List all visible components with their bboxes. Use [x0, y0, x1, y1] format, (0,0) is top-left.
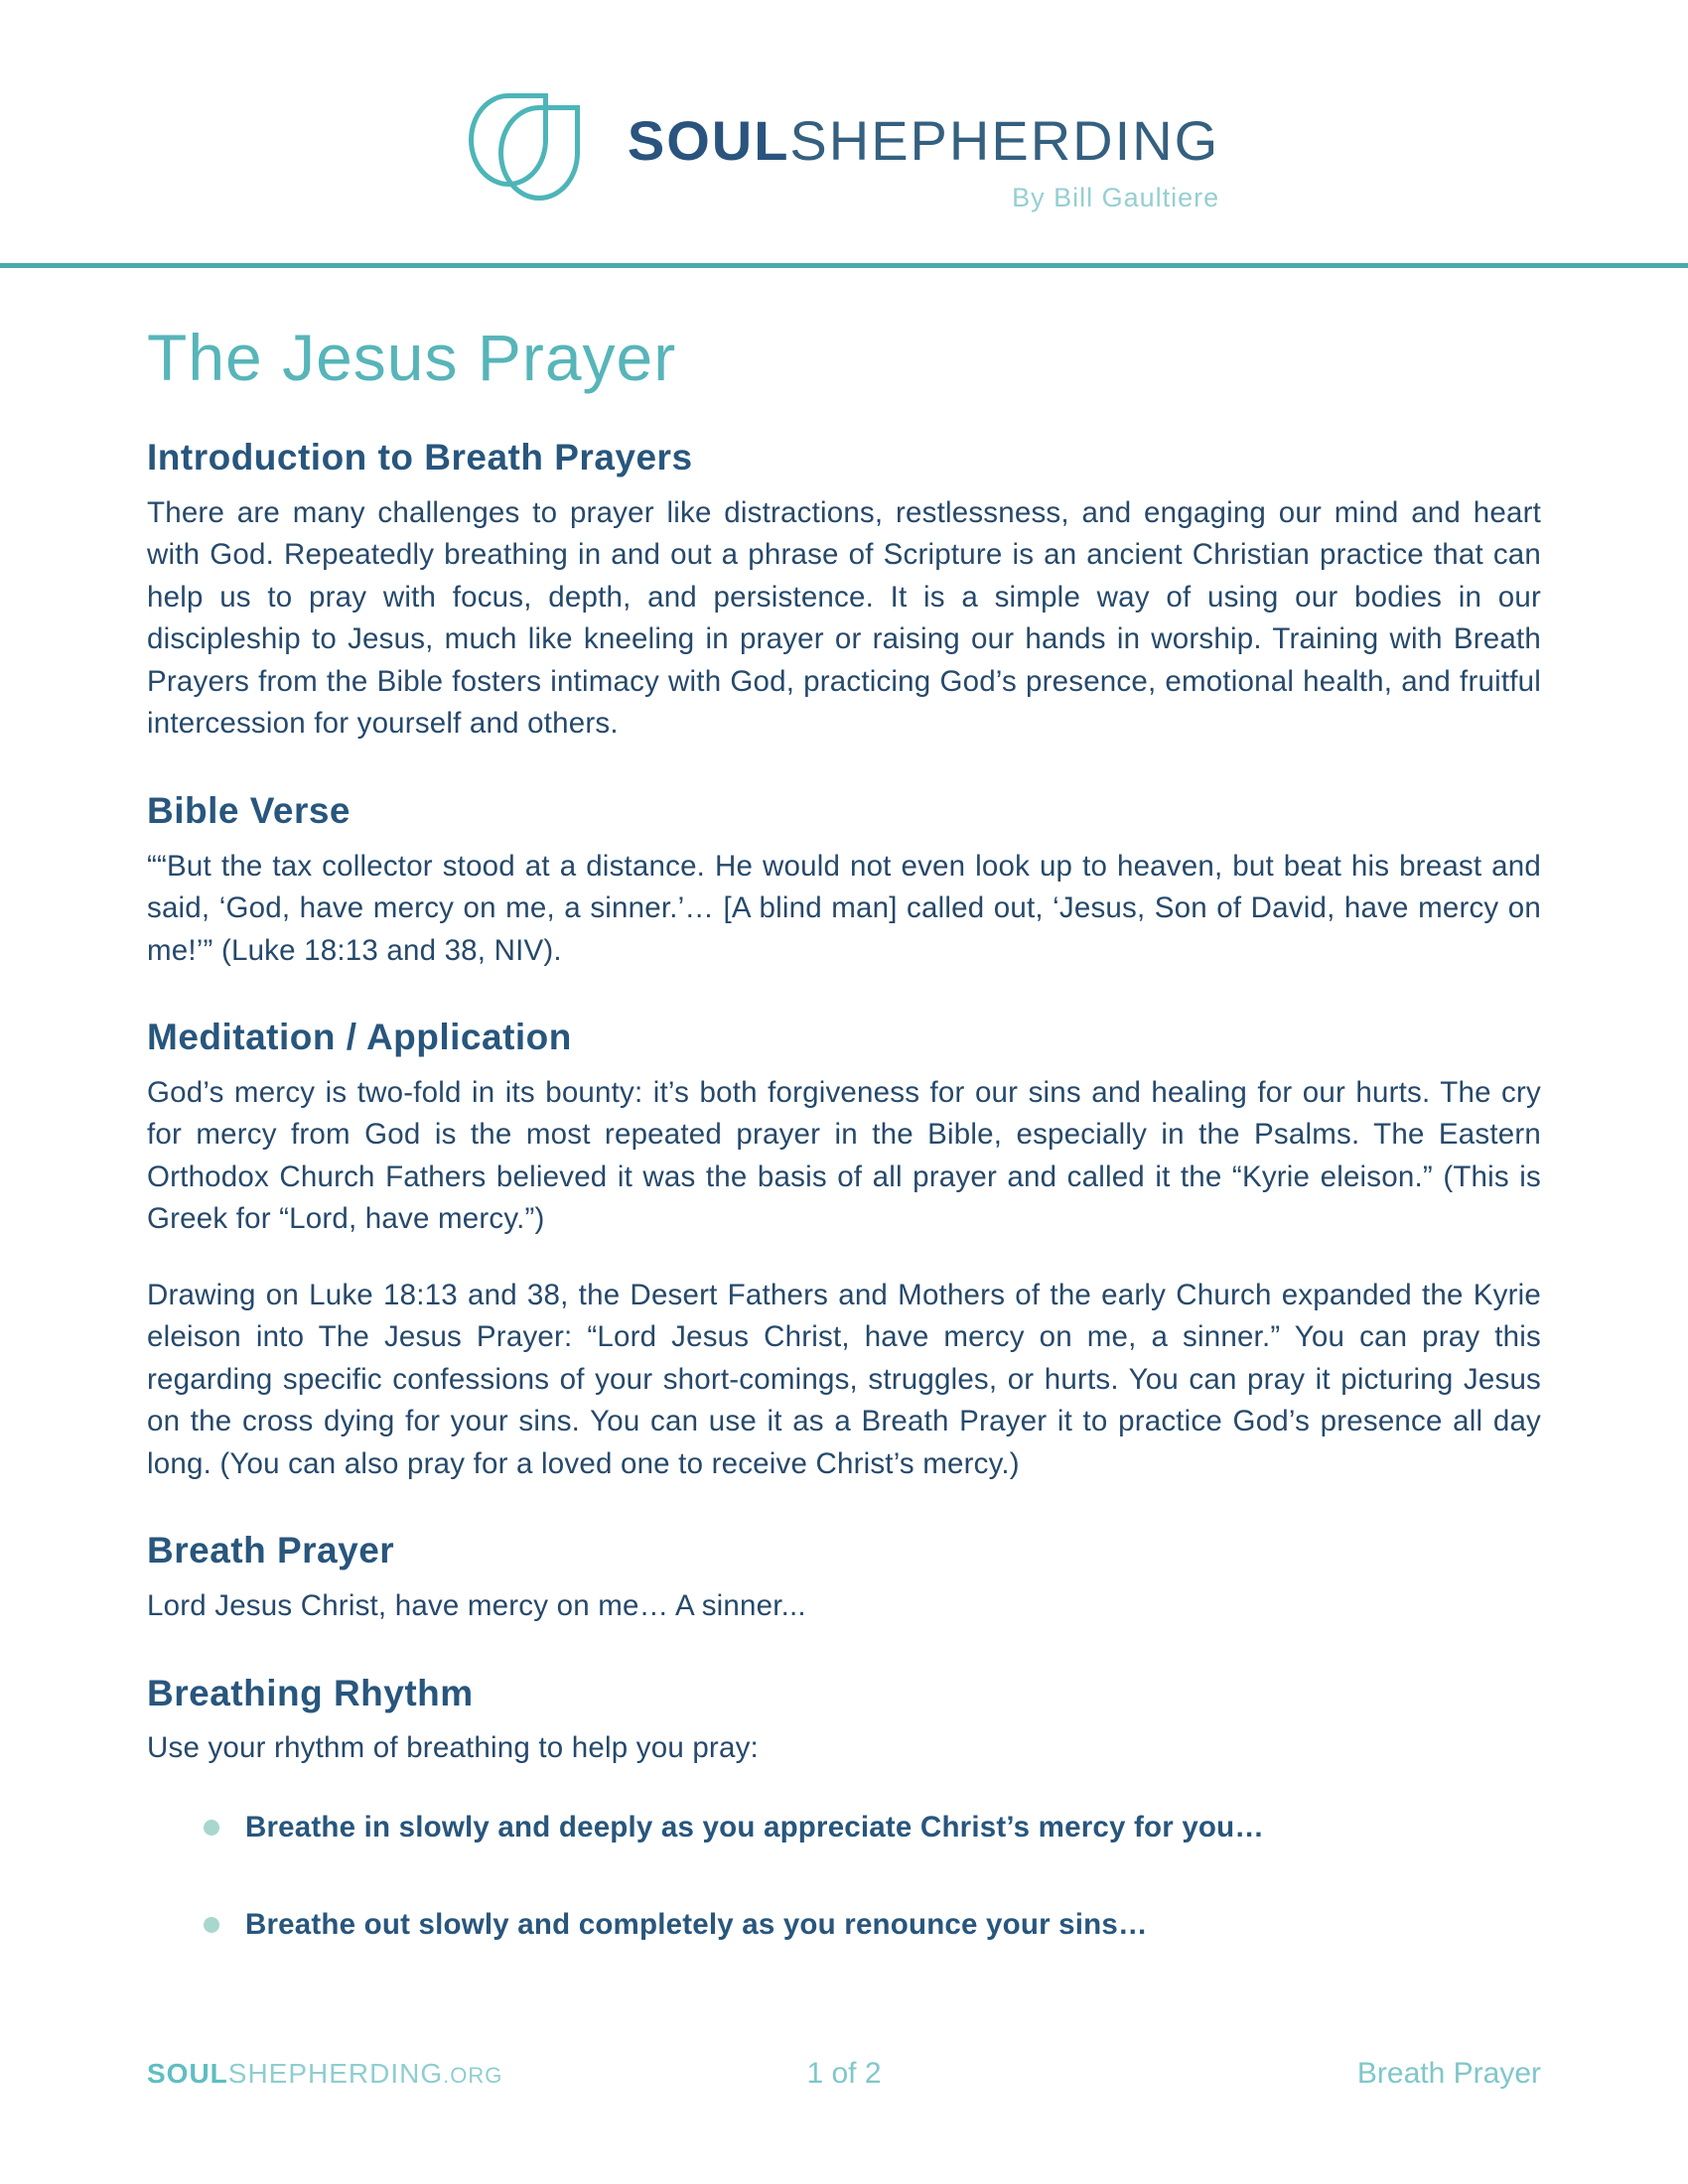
breathing-rhythm-intro: Use your rhythm of breathing to help you pray:	[147, 1731, 759, 1765]
brand-wordmark-shepherding: SHEPHERDING	[789, 109, 1220, 172]
bible-verse-paragraph: ““But the tax collector stood at a distance. He would not even look up to heaven, but beat his breast and said, ‘God, have mercy on me, a sinner.’… [A blind man] called out, ‘Jesus, Son of David, have mercy on me!’” (Luke 18:13 and 38, NIV).	[147, 849, 1541, 967]
footer-site-tld: .ORG	[443, 2063, 503, 2088]
bullet-text-breathe-in: Breathe in slowly and deeply as you appreciate Christ’s mercy for you…	[245, 1810, 1265, 1843]
page-footer	[147, 2057, 1541, 2091]
section-heading-bible-verse: Bible Verse	[147, 789, 352, 831]
page-header	[0, 0, 1688, 268]
bullet-dot-icon	[204, 1917, 219, 1933]
footer-site-shepherding: SHEPHERDING	[227, 2058, 444, 2089]
section-heading-introduction: Introduction to Breath Prayers	[147, 437, 693, 478]
footer-site-soul: SOUL	[147, 2058, 228, 2089]
breathing-rhythm-bullet-list	[147, 1808, 1541, 1945]
introduction-paragraph: There are many challenges to prayer like distractions, restlessness, and engaging our mind and heart with God. Repeatedly breathing in and out a phrase of Scripture is an ancient Christian practice that can help us to pray with focus, depth, and persistence. It is a simple way of using our bodies in our discipleship to Jesus, much like kneeling in prayer or raising our hands in worship. Training with Breath Prayers from the Bible fosters intimacy with God, practicing God’s presence, emotional health, and fruitful intercession for yourself and others.	[147, 495, 1541, 741]
footer-document-title: Breath Prayer	[1356, 2057, 1541, 2090]
list-item	[204, 1905, 1541, 1945]
bullet-text-breathe-out: Breathe out slowly and completely as you renounce your sins…	[245, 1907, 1148, 1941]
header-divider	[0, 263, 1688, 268]
brand-wordmark	[627, 109, 1220, 172]
page-title: The Jesus Prayer	[147, 321, 677, 394]
breath-prayer-paragraph: Lord Jesus Christ, have mercy on me… A sinner...	[147, 1589, 806, 1623]
brand-text	[627, 109, 1220, 213]
footer-site-url	[147, 2058, 612, 2090]
meditation-paragraph-1: God’s mercy is two-fold in its bounty: it’s both forgiveness for our sins and healing for our hurts. The cry for mercy from God is the most repeated prayer in the Bible, especially in the Psalms. The Eastern Orthodox Church Fathers believed it was the basis of all prayer and called it the “Kyrie eleison.” (This is Greek for “Lord, have mercy.”)	[147, 1075, 1541, 1236]
brand-wordmark-soul: SOUL	[627, 109, 790, 172]
section-heading-meditation: Meditation / Application	[147, 1017, 572, 1058]
leaf-front-shape	[498, 105, 580, 201]
bullet-dot-icon	[204, 1820, 219, 1836]
soul-shepherding-leaf-icon	[469, 91, 590, 201]
list-item	[204, 1808, 1541, 1847]
section-heading-breathing-rhythm: Breathing Rhythm	[147, 1672, 474, 1713]
brand-byline: By Bill Gaultiere	[1012, 183, 1220, 212]
brand-lockup	[0, 91, 1688, 213]
document-content	[0, 321, 1688, 1945]
footer-page-number: 1 of 2	[806, 2057, 882, 2090]
section-heading-breath-prayer: Breath Prayer	[147, 1530, 395, 1571]
meditation-paragraph-2: Drawing on Luke 18:13 and 38, the Desert Fathers and Mothers of the early Church expanded the Kyrie eleison into The Jesus Prayer: “Lord Jesus Christ, have mercy on me, a sinner.” You can pray this regarding specific confessions of your short-comings, struggles, or hurts. You can pray it picturing Jesus on the cross dying for your sins. You can use it as a Breath Prayer it to practice God’s presence all day long. (You can also pray for a loved one to receive Christ’s mercy.)	[147, 1278, 1541, 1480]
